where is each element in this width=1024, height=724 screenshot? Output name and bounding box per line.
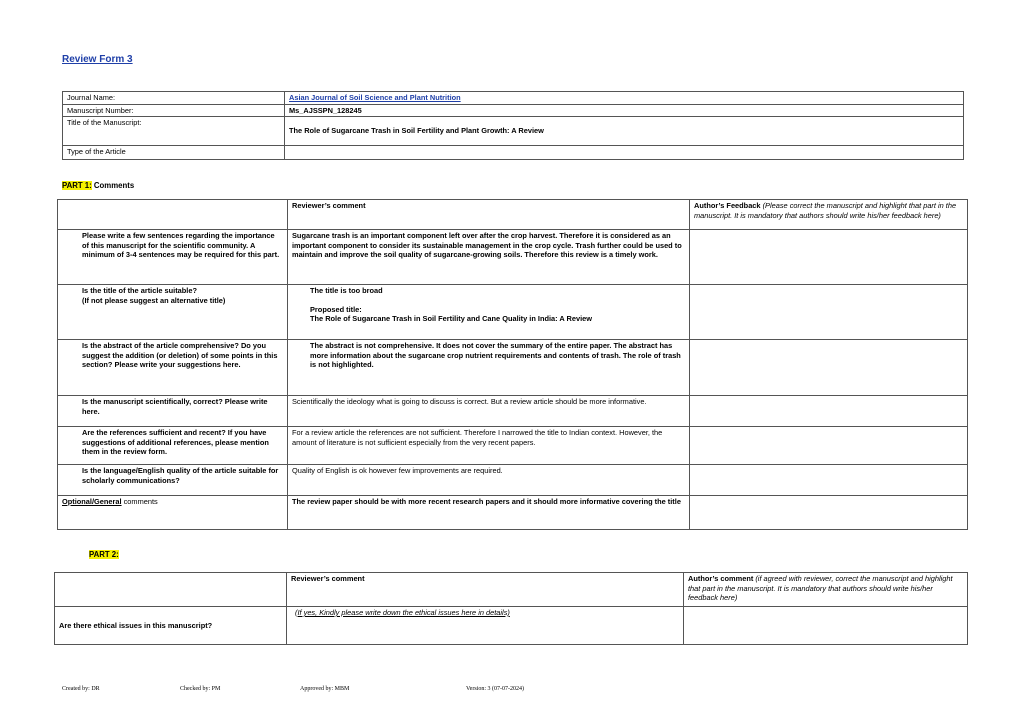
- author-feedback-header: [690, 200, 968, 230]
- comment-references: For a review article the references are not sufficient. Therefore I narrowed the title to Indian context. However, the amount of literature is not sufficient especially from the very recent papers.: [288, 427, 690, 465]
- footer-approved-by: Approved by: MBM: [300, 686, 350, 692]
- comment-importance: Sugarcane trash is an important component left over after the crop harvest. Therefore it is considered as an important component to consider its sustainable management in the crop cycle. Trash further could be used to maintain and improve the soil quality of sugarcane-growing soils. Therefore this review is a timely work.: [288, 230, 690, 285]
- part2-reviewer-comment-header: Reviewer’s comment: [287, 573, 684, 607]
- author-feedback-cell[interactable]: [690, 496, 968, 530]
- question-references: Are the references sufficient and recent? If you have suggestions of additional references, please mention them in the review form.: [58, 427, 288, 465]
- question-importance: Please write a few sentences regarding the importance of this manuscript for the scientific community. A minimum of 3-4 sentences may be required for this part.: [58, 230, 288, 285]
- part2-author-header-note: (if agreed with reviewer, correct the manuscript and highlight that part in the manuscript. It is mandatory that authors should write his/her feedback here): [688, 574, 953, 603]
- footer-checked-by: Checked by: PM: [180, 686, 221, 692]
- table-row: [55, 607, 968, 645]
- manuscript-title-label: Title of the Manuscript:: [63, 117, 285, 146]
- journal-label: Journal Name:: [63, 92, 285, 105]
- author-feedback-cell[interactable]: [690, 285, 968, 340]
- ethics-question: Are there ethical issues in this manuscript?: [55, 607, 287, 645]
- question-title: Is the title of the article suitable? (If not please suggest an alternative title): [58, 285, 288, 340]
- author-feedback-cell[interactable]: [690, 396, 968, 427]
- author-feedback-header-bold: Author’s Feedback: [694, 201, 761, 210]
- part2-table: [54, 572, 968, 645]
- table-row: [58, 465, 968, 496]
- table-row: [58, 230, 968, 285]
- footer-version: Version: 3 (07-07-2024): [466, 686, 524, 692]
- optional-general-label: [58, 496, 288, 530]
- part2-heading: [89, 550, 119, 559]
- table-row: [58, 496, 968, 530]
- part1-label: PART 1:: [62, 181, 92, 190]
- table-row: [58, 427, 968, 465]
- manuscript-info-table: [62, 91, 964, 160]
- part1-suffix: Comments: [91, 181, 135, 190]
- author-feedback-cell[interactable]: [690, 230, 968, 285]
- part2-author-header-bold: Author’s comment: [688, 574, 754, 583]
- table-row: [58, 285, 968, 340]
- table-row: [58, 340, 968, 396]
- optional-general-comment: The review paper should be with more recent research papers and it should more informative covering the title: [288, 496, 690, 530]
- manuscript-number-label: Manuscript Number:: [63, 104, 285, 117]
- comment-title-line2: Proposed title:: [310, 304, 362, 314]
- question-language: Is the language/English quality of the article suitable for scholarly communications?: [58, 465, 288, 496]
- form-title: Review Form 3: [62, 54, 133, 65]
- author-feedback-header-note: (Please correct the manuscript and highlight that part in the manuscript. It is mandatory that authors should write his/her feedback here): [694, 201, 957, 220]
- author-feedback-cell[interactable]: [690, 465, 968, 496]
- part1-empty-header: [58, 200, 288, 230]
- reviewer-comment-header: Reviewer’s comment: [288, 200, 690, 230]
- author-feedback-cell[interactable]: [690, 427, 968, 465]
- part2-empty-header: [55, 573, 287, 607]
- comment-scientific: Scientifically the ideology what is going to discuss is correct. But a review article should be more informative.: [288, 396, 690, 427]
- question-abstract: Is the abstract of the article comprehensive? Do you suggest the addition (or deletion) of some points in this section? Please write your suggestions here.: [58, 340, 288, 396]
- part2-label: PART 2:: [89, 550, 119, 559]
- part2-author-comment-cell[interactable]: [684, 607, 968, 645]
- comment-language: Quality of English is ok however few improvements are required.: [288, 465, 690, 496]
- ethics-hint[interactable]: (If yes, Kindly please write down the ethical issues here in details): [287, 607, 684, 645]
- part1-heading: [62, 181, 134, 190]
- optional-general-rest: comments: [121, 497, 158, 506]
- comment-abstract: The abstract is not comprehensive. It does not cover the summary of the entire paper. The abstract has more information about the sugarcane crop nutrient requirements and contents of trash. The role of trash is not highlighted.: [288, 340, 690, 396]
- footer-created-by: Created by: DR: [62, 686, 100, 692]
- comment-title-line1: The title is too broad: [310, 286, 383, 295]
- article-type-value: [285, 146, 964, 160]
- manuscript-title-value: The Role of Sugarcane Trash in Soil Fertility and Plant Growth: A Review: [285, 117, 964, 146]
- part2-author-comment-header: [684, 573, 968, 607]
- optional-general-bold: Optional/General: [62, 497, 122, 506]
- author-feedback-cell[interactable]: [690, 340, 968, 396]
- part1-table: [57, 199, 968, 530]
- table-row: [58, 396, 968, 427]
- comment-title-line3: The Role of Sugarcane Trash in Soil Fertility and Cane Quality in India: A Review: [310, 314, 592, 324]
- comment-title: [288, 285, 690, 340]
- article-type-label: Type of the Article: [63, 146, 285, 160]
- manuscript-number-value: Ms_AJSSPN_128245: [285, 104, 964, 117]
- question-scientific: Is the manuscript scientifically, correct? Please write here.: [58, 396, 288, 427]
- journal-name-link[interactable]: Asian Journal of Soil Science and Plant Nutrition: [285, 92, 964, 105]
